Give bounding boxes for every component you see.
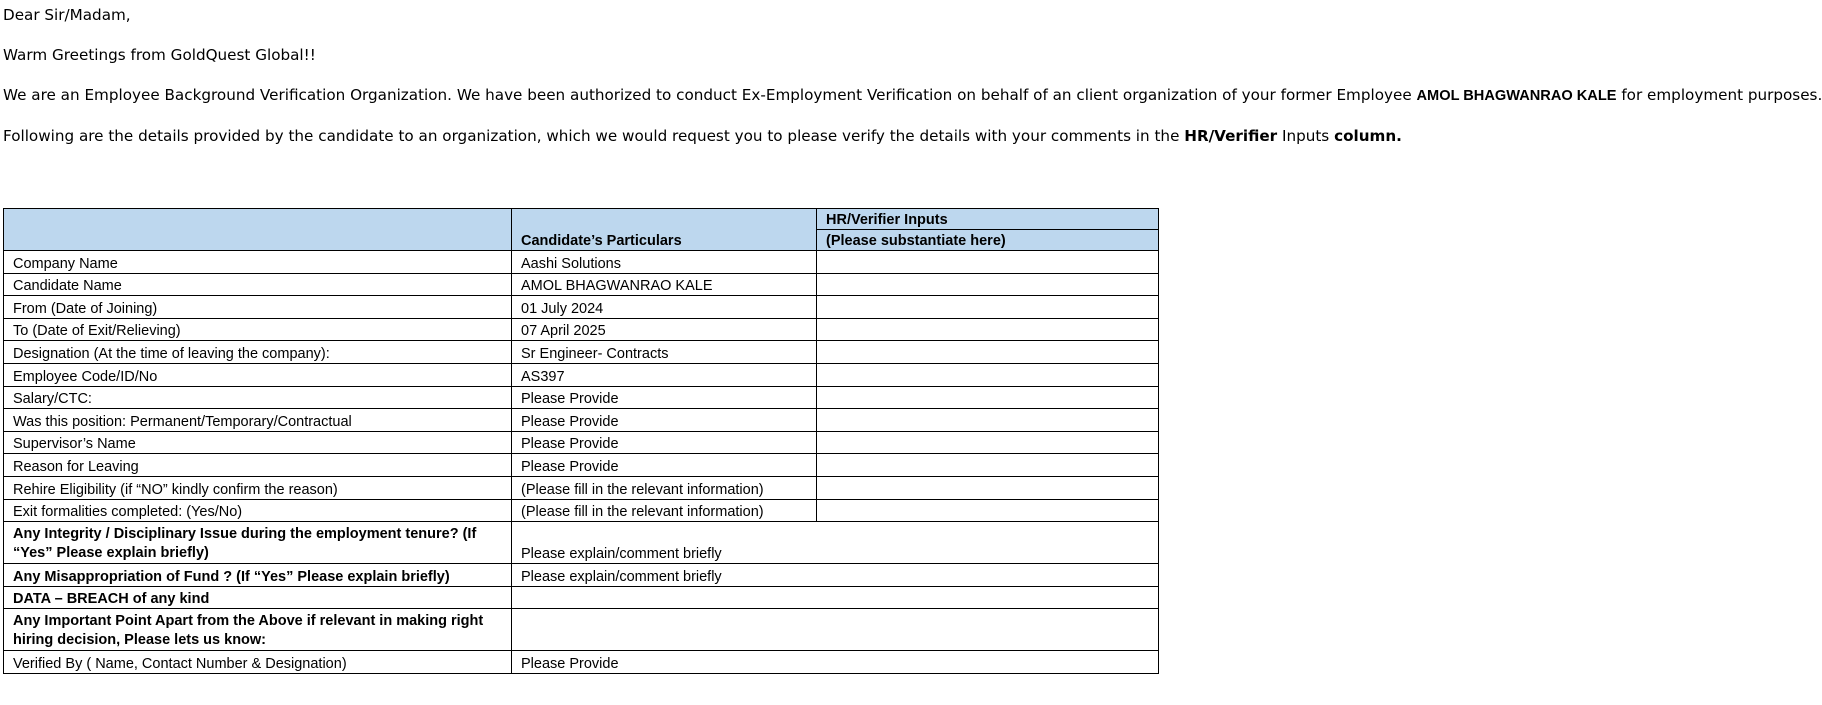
row-value: Sr Engineer- Contracts: [512, 341, 817, 364]
misappropriation-row: [4, 564, 1159, 587]
row-value: 07 April 2025: [512, 318, 817, 341]
table-row: [4, 409, 1159, 432]
row-label: Supervisor’s Name: [4, 431, 512, 454]
header-candidate-particulars: Candidate’s Particulars: [512, 209, 817, 251]
table-row: [4, 273, 1159, 296]
table-row: [4, 296, 1159, 319]
row-value: Please Provide: [512, 386, 817, 409]
verifier-input-cell[interactable]: [817, 296, 1159, 319]
header-verifier-substantiate: (Please substantiate here): [817, 230, 1159, 251]
verified-by-label: Verified By ( Name, Contact Number & Designation): [4, 651, 512, 674]
request-bold-column: column.: [1334, 127, 1402, 145]
request-text-before: Following are the details provided by the candidate to an organization, which we would request you to please verify the details with your comments in the: [3, 127, 1185, 145]
row-label: Exit formalities completed: (Yes/No): [4, 499, 512, 522]
table-row: [4, 476, 1159, 499]
verifier-input-cell[interactable]: [817, 454, 1159, 477]
row-label: To (Date of Exit/Relieving): [4, 318, 512, 341]
header-row-1: [4, 209, 1159, 230]
verifier-input-cell[interactable]: [817, 318, 1159, 341]
verifier-input-cell[interactable]: [817, 251, 1159, 274]
row-label: Employee Code/ID/No: [4, 363, 512, 386]
important-point-label: Any Important Point Apart from the Above if relevant in making right hiring decision, Please lets us know:: [4, 609, 512, 651]
row-label: From (Date of Joining): [4, 296, 512, 319]
row-value: Please Provide: [512, 454, 817, 477]
salutation: Dear Sir/Madam,: [3, 6, 131, 24]
row-label: Company Name: [4, 251, 512, 274]
verifier-input-cell[interactable]: [817, 499, 1159, 522]
intro-text-before: We are an Employee Background Verification Organization. We have been authorized to conduct Ex-Employment Verification on behalf of an client organization of your former Employee: [3, 86, 1417, 104]
table-row: [4, 454, 1159, 477]
misappropriation-label: Any Misappropriation of Fund ? (If “Yes” Please explain briefly): [4, 564, 512, 587]
request-paragraph: [3, 127, 1402, 145]
header-blank-cell: [4, 209, 512, 251]
table-row: [4, 499, 1159, 522]
row-label: Reason for Leaving: [4, 454, 512, 477]
intro-text-after: for employment purposes.: [1616, 86, 1822, 104]
intro-paragraph: [3, 86, 1822, 104]
greeting-line: Warm Greetings from GoldQuest Global!!: [3, 46, 316, 64]
data-breach-comment-cell[interactable]: [512, 586, 1159, 609]
row-label: Candidate Name: [4, 273, 512, 296]
row-value: AMOL BHAGWANRAO KALE: [512, 273, 817, 296]
header-verifier-inputs: HR/Verifier Inputs: [817, 209, 1159, 230]
table-row: [4, 341, 1159, 364]
table-row: [4, 431, 1159, 454]
row-value: Aashi Solutions: [512, 251, 817, 274]
verifier-input-cell[interactable]: [817, 386, 1159, 409]
row-value: Please Provide: [512, 409, 817, 432]
table-row: [4, 318, 1159, 341]
employee-name: AMOL BHAGWANRAO KALE: [1416, 88, 1617, 104]
row-label: Was this position: Permanent/Temporary/Contractual: [4, 409, 512, 432]
row-value: Please Provide: [512, 431, 817, 454]
row-value: (Please fill in the relevant information): [512, 499, 817, 522]
row-label: Rehire Eligibility (if “NO” kindly confirm the reason): [4, 476, 512, 499]
data-breach-row: [4, 586, 1159, 609]
verified-by-value-cell[interactable]: Please Provide: [512, 651, 1159, 674]
verifier-input-cell[interactable]: [817, 273, 1159, 296]
verifier-input-cell[interactable]: [817, 341, 1159, 364]
important-point-row: [4, 609, 1159, 651]
integrity-comment-cell[interactable]: Please explain/comment briefly: [512, 522, 1159, 564]
verifier-input-cell[interactable]: [817, 431, 1159, 454]
request-bold-hr-verifier: HR/Verifier: [1184, 127, 1278, 145]
row-value: (Please fill in the relevant information): [512, 476, 817, 499]
row-label: Designation (At the time of leaving the company):: [4, 341, 512, 364]
verifier-input-cell[interactable]: [817, 409, 1159, 432]
row-value: 01 July 2024: [512, 296, 817, 319]
table-row: [4, 251, 1159, 274]
request-text-mid: Inputs: [1277, 127, 1335, 145]
data-breach-label: DATA – BREACH of any kind: [4, 586, 512, 609]
table-row: [4, 386, 1159, 409]
verifier-input-cell[interactable]: [817, 476, 1159, 499]
integrity-label: Any Integrity / Disciplinary Issue during the employment tenure? (If “Yes” Please explain briefly): [4, 522, 512, 564]
table-row: [4, 363, 1159, 386]
important-point-comment-cell[interactable]: [512, 609, 1159, 651]
verified-by-row: [4, 651, 1159, 674]
integrity-row: [4, 522, 1159, 564]
verification-table: [3, 208, 1159, 674]
misappropriation-comment-cell[interactable]: Please explain/comment briefly: [512, 564, 1159, 587]
row-value: AS397: [512, 363, 817, 386]
row-label: Salary/CTC:: [4, 386, 512, 409]
verifier-input-cell[interactable]: [817, 363, 1159, 386]
